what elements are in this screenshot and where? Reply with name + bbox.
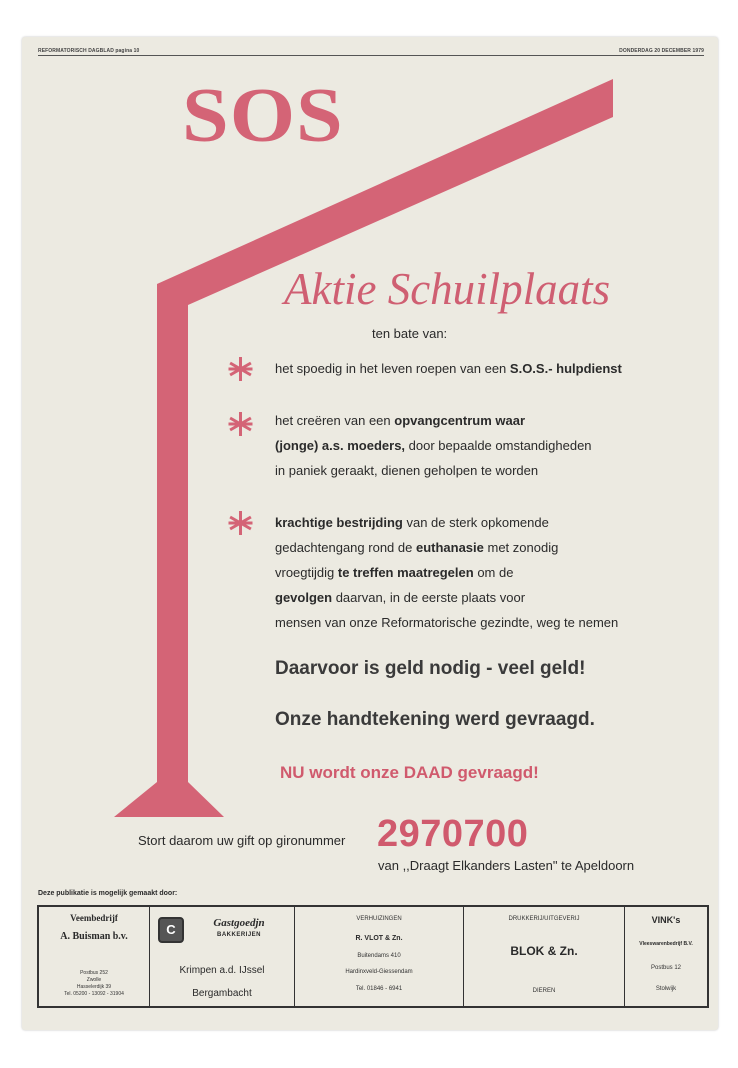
sponsor-bakkerijen [150,907,295,1006]
campaign-title: Aktie Schuilplaats [284,264,611,314]
buisman-name: A. Buisman b.v. [60,931,128,942]
handtekening-heading: Onze handtekening werd gevraagd. [275,709,595,730]
sponsor-vlot [295,907,464,1006]
nu-daad-heading: NU wordt onze DAAD gevraagd! [280,763,539,782]
blok-city: DIEREN [532,988,556,994]
blok-category: DRUKKERIJ/UITGEVERIJ [508,916,580,922]
giro-number: 2970700 [377,813,529,855]
item2-line3: in paniek geraakt, dienen geholpen te worden [275,463,539,478]
geld-nodig-heading: Daarvoor is geld nodig - veel geld! [275,658,586,679]
buisman-city: Zwolle [86,977,102,983]
buisman-street: Hasselerdijk 39 [76,984,112,990]
bakkerij-city2: Bergambacht [192,988,252,999]
bakkerij-sub: BAKKERIJEN [216,932,261,938]
vlot-category: VERHUIZINGEN [356,916,402,922]
buisman-phone: Tel. 05200 - 13092 - 31904 [64,991,124,997]
item1-text: het spoedig in het leven roepen van een S.O.S.- hulpdienst [275,361,622,376]
item3-line3: vroegtijdig te treffen maatregelen om de [275,565,514,580]
blok-name: BLOK & Zn. [510,944,578,958]
ten-bate-label: ten bate van: [372,326,448,341]
item2-line2: (jonge) a.s. moeders, door bepaalde omstandigheden [275,438,592,453]
sponsors-intro: Deze publikatie is mogelijk gemaakt door: [38,890,178,897]
asterisk-icon [228,511,252,535]
sponsor-buisman [39,907,150,1006]
vink-name: VINK's [651,915,681,925]
bakkerij-logo-icon: C [158,917,184,943]
bakkerij-brand: Gastgoedjn [213,917,265,929]
vlot-city: Hardinxveld-Giessendam [345,969,413,975]
item3-line5: mensen van onze Reformatorische gezindte, weg te nemen [275,615,619,630]
item3-line2: gedachtengang rond de euthanasie met zonodig [275,540,559,555]
vink-company: Vleeswarenbedrijf B.V. [639,941,693,947]
vink-postbus: Postbus 12 [650,965,682,971]
asterisk-icon [228,412,252,436]
buisman-title: Veembedrijf [70,913,118,923]
bakkerij-city1: Krimpen a.d. IJssel [179,965,265,976]
vlot-street: Buitendams 410 [357,953,401,959]
stort-text: Stort daarom uw gift op gironummer [138,833,346,848]
asterisk-icon [228,357,252,381]
organisation-line: van ,,Draagt Elkanders Lasten" te Apeldoorn [378,858,635,873]
sponsor-blok [464,907,625,1006]
header-left: REFORMATORISCH DAGBLAD pagina 10 [38,48,140,54]
newspaper-page [22,37,718,1030]
vink-city: Stolwijk [655,986,677,992]
item2-line1: het creëren van een opvangcentrum waar [275,413,526,428]
sponsor-ads-row [37,905,709,1008]
item3-line1: krachtige bestrijding van de sterk opkomende [275,515,549,530]
vlot-phone: Tel. 01846 - 6941 [355,986,403,992]
item3-line4: gevolgen daarvan, in de eerste plaats voor [275,590,526,605]
shelter-roof-illustration [22,37,718,1030]
header-right: DONDERDAG 20 DECEMBER 1979 [619,48,704,54]
sos-headline: SOS [182,72,344,158]
vlot-name: R. VLOT & Zn. [355,935,403,942]
sponsor-vink [625,907,707,1006]
buisman-postbus: Postbus 252 [80,970,108,976]
